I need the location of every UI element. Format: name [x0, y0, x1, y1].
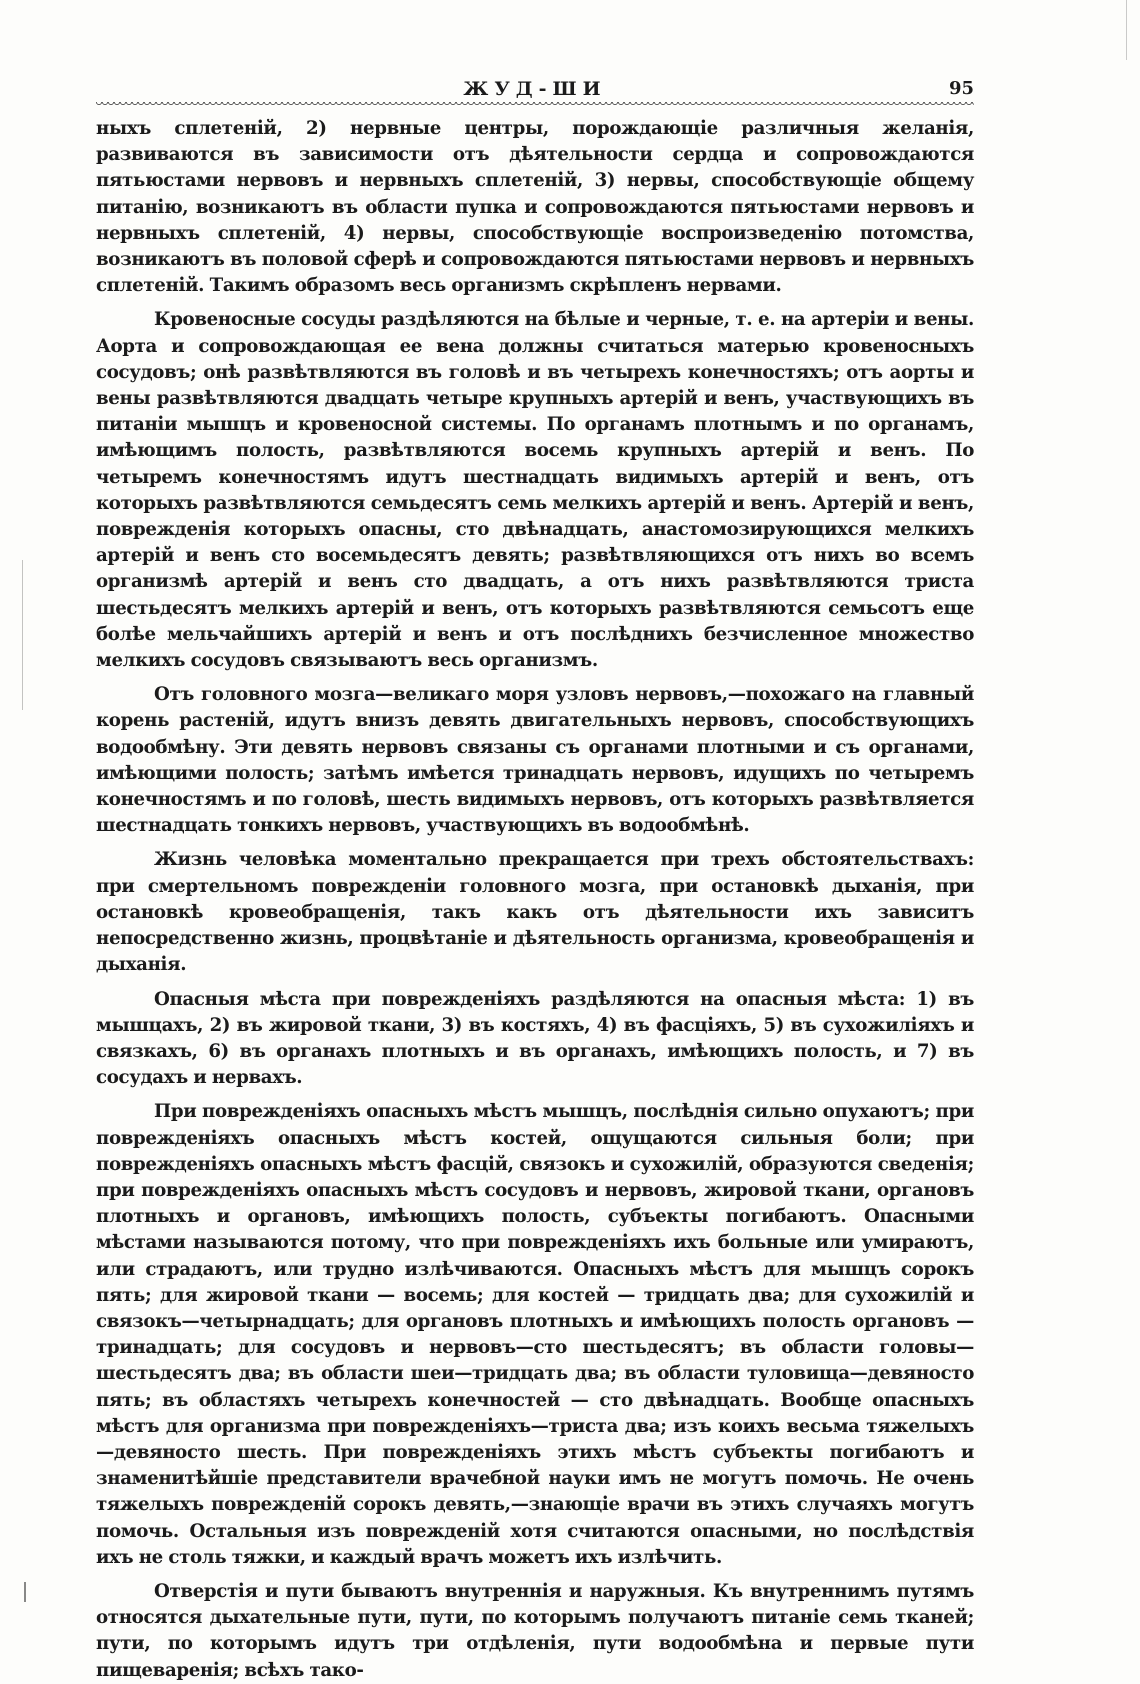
paragraph-1: ныхъ сплетеній, 2) нервные центры, порождающіе различныя желанія, развиваются въ зависимости отъ дѣятельности сердца и сопровождаются пятьюстами нервовъ и нервныхъ сплетеній, 3) нервы, способствующіе общему питанію, возникаютъ въ области пупка и сопровождаются пятьюстами нервовъ и нервныхъ сплетеній, 4) нервы, способствующіе воспроизведенію потомства, возникаютъ въ половой сферѣ и сопровождаются пятьюстами нервовъ и нервныхъ сплетеній. Такимъ образомъ весь организмъ скрѣпленъ нервами.	[96, 118, 974, 297]
paragraph-3: Отъ головного мозга—великаго моря узловъ нервовъ,—похожаго на главный корень растеній, идутъ внизъ девять двигательныхъ нервовъ, способствующихъ водообмѣну. Эти девять нервовъ связаны съ органами плотными и съ органами, имѣющими полость; затѣмъ имѣется тринадцать нервовъ, идущихъ по четыремъ конечностямъ и по головѣ, шесть видимыхъ нервовъ, отъ которыхъ развѣтвляется шестнадцать тонкихъ нервовъ, участвующихъ въ водообмѣнѣ.	[96, 684, 974, 837]
book-page	[96, 70, 974, 1684]
paragraph-5: Опасныя мѣста при поврежденіяхъ раздѣляются на опасныя мѣста: 1) въ мышцахъ, 2) въ жировой ткани, 3) въ костяхъ, 4) въ фасціяхъ, 5) въ сухожиліяхъ и связкахъ, 6) въ органахъ плотныхъ и въ органахъ, имѣющихъ полость, и 7) въ сосудахъ и нервахъ.	[96, 988, 974, 1089]
header-wavy-rule	[96, 102, 974, 108]
paragraph-6: При поврежденіяхъ опасныхъ мѣстъ мышцъ, послѣднія сильно опухаютъ; при поврежденіяхъ опасныхъ мѣстъ костей, ощущаются сильныя боли; при поврежденіяхъ опасныхъ мѣстъ фасцій, связокъ и сухожилій, образуются сведенія; при поврежденіяхъ опасныхъ мѣстъ сосудовъ и нервовъ, жировой ткани, органовъ плотныхъ и органовъ, имѣющихъ полость, субъекты погибаютъ. Опасными мѣстами называются потому, что при поврежденіяхъ ихъ больные или умираютъ, или страдаютъ, или трудно излѣчиваются. Опасныхъ мѣстъ для мышцъ сорокъ пять; для жировой ткани — восемь; для костей — тридцать два; для сухожилій и связокъ—четырнадцать; для органовъ плотныхъ и имѣющихъ полость органовъ — тринадцать; для сосудовъ и нервовъ—сто шестьдесятъ; въ области головы—шестьдесятъ два; въ области шеи—тридцать два; въ области туловища—девяносто пять; въ областяхъ четырехъ конечностей — сто двѣнадцать. Вообще опасныхъ мѣстъ для организма при поврежденіяхъ—триста два; изъ коихъ весьма тяжелыхъ—девяносто шесть. При поврежденіяхъ этихъ мѣстъ субъекты погибаютъ и знаменитѣйшіе представители врачебной науки имъ не могутъ помочь. Не очень тяжелыхъ поврежденій сорокъ девять,—знающіе врачи въ этихъ случаяхъ могутъ помочь. Остальныя изъ поврежденій хотя считаются опасными, но послѣдствія ихъ не столь тяжки, и каждый врачъ можетъ ихъ излѣчить.	[96, 1101, 974, 1568]
paragraph-2: Кровеносные сосуды раздѣляются на бѣлые и черные, т. е. на артеріи и вены. Аорта и сопровождающая ее вена должны считаться матерью кровеносныхъ сосудовъ; онѣ развѣтвляются въ головѣ и въ четырехъ конечностяхъ; отъ аорты и вены развѣтвляются двадцать четыре крупныхъ артерій и венъ, участвующихъ въ питаніи мышцъ и кровеносной системы. По органамъ плотнымъ и по органамъ, имѣющимъ полость, развѣтвляются восемь крупныхъ артерій и венъ. По четыремъ конечностямъ идутъ шестнадцать видимыхъ артерій и венъ, отъ которыхъ развѣтвляются семьдесятъ семь мелкихъ артерій и венъ. Артерій и венъ, поврежденія которыхъ опасны, сто двѣнадцать, анастомозирующихся мелкихъ артерій и венъ сто восемьдесятъ девять; развѣтвляющихся отъ нихъ во всемъ организмѣ артерій и венъ сто двадцать, а отъ нихъ развѣтвляются триста шестьдесятъ мелкихъ артерій и венъ, отъ которыхъ развѣтвляются семьсотъ еще болѣе мельчайшихъ артерій и венъ и отъ послѣднихъ безчисленное множество мелкихъ сосудовъ связываютъ весь организмъ.	[96, 309, 974, 672]
paragraph-7: Отверстія и пути бываютъ внутреннія и наружныя. Къ внутреннимъ путямъ относятся дыхательные пути, пути, по которымъ получаютъ питаніе семь тканей; пути, по которымъ идутъ три отдѣленія, пути водообмѣна и первые пути пищеваренія; всѣхъ тако-	[96, 1580, 974, 1681]
body-text	[96, 116, 974, 1684]
paragraph-4: Жизнь человѣка моментально прекращается при трехъ обстоятельствахъ: при смертельномъ поврежденіи головного мозга, при остановкѣ дыханія, при остановкѣ кровеобращенія, такъ какъ отъ дѣятельности ихъ зависитъ непосредственно жизнь, процвѣтаніе и дѣятельность организма, кровеобращенія и дыханія.	[96, 849, 974, 976]
page-header	[96, 70, 974, 104]
scan-artifact-left-line	[22, 560, 23, 710]
page-number: 95	[948, 78, 974, 99]
scan-artifact-right-line	[1126, 0, 1127, 60]
scan-artifact-bottom-tick	[24, 1582, 26, 1602]
running-head: ЖУД-ШИ	[463, 78, 607, 100]
